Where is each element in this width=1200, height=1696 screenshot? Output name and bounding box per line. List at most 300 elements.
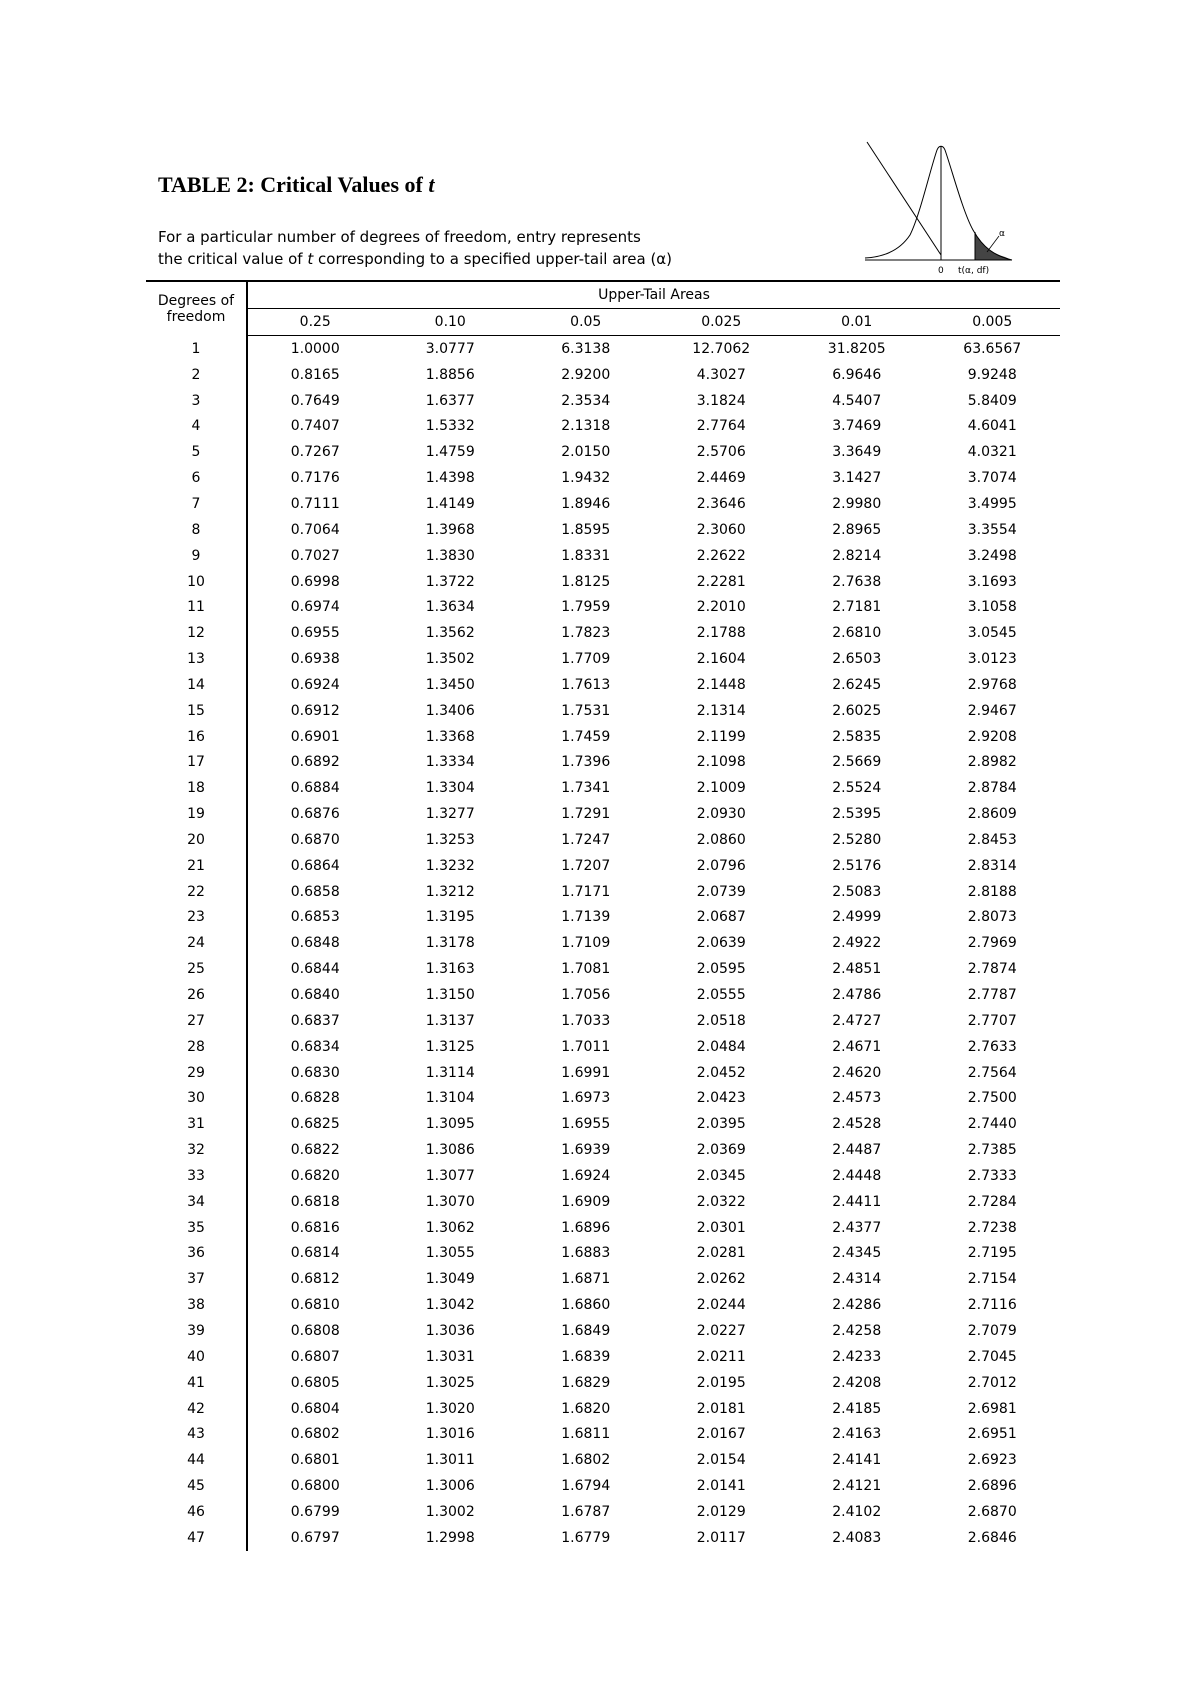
value-cell: 0.6892 bbox=[290, 754, 340, 771]
value-cell: 3.7074 bbox=[967, 470, 1017, 487]
value-cell: 2.7181 bbox=[832, 599, 882, 616]
value-cell: 1.3016 bbox=[425, 1426, 475, 1443]
critical-values-table bbox=[146, 280, 1060, 1551]
value-cell: 0.6828 bbox=[290, 1090, 340, 1107]
table-title bbox=[158, 172, 434, 198]
value-cell: 2.4620 bbox=[832, 1064, 882, 1081]
value-cell: 1.3304 bbox=[425, 780, 475, 797]
df-cell: 44 bbox=[146, 1447, 247, 1473]
value-cell: 4.0321 bbox=[967, 444, 1017, 461]
table-row bbox=[146, 1266, 1060, 1292]
value-cell: 0.6812 bbox=[290, 1271, 340, 1288]
table-row bbox=[146, 1008, 1060, 1034]
value-cell: 1.7459 bbox=[561, 728, 611, 745]
table-row bbox=[146, 905, 1060, 931]
df-cell: 27 bbox=[146, 1008, 247, 1034]
value-cell: 2.4185 bbox=[832, 1400, 882, 1417]
df-cell: 32 bbox=[146, 1137, 247, 1163]
value-cell: 1.3086 bbox=[425, 1142, 475, 1159]
value-cell: 2.1009 bbox=[696, 780, 746, 797]
value-cell: 3.0123 bbox=[967, 651, 1017, 668]
value-cell: 2.0484 bbox=[696, 1038, 746, 1055]
value-cell: 3.2498 bbox=[967, 547, 1017, 564]
value-cell: 3.3554 bbox=[967, 521, 1017, 538]
value-cell: 63.6567 bbox=[963, 340, 1022, 357]
df-cell: 4 bbox=[146, 414, 247, 440]
table-row bbox=[146, 491, 1060, 517]
value-cell: 1.7709 bbox=[561, 651, 611, 668]
value-cell: 2.6896 bbox=[967, 1478, 1017, 1495]
value-cell: 1.4759 bbox=[425, 444, 475, 461]
value-cell: 2.4999 bbox=[832, 909, 882, 926]
table-row bbox=[146, 750, 1060, 776]
value-cell: 6.3138 bbox=[561, 340, 611, 357]
value-cell: 1.8595 bbox=[561, 521, 611, 538]
table-row bbox=[146, 1215, 1060, 1241]
column-header-0.025: 0.025 bbox=[654, 309, 790, 336]
value-cell: 1.3368 bbox=[425, 728, 475, 745]
value-cell: 0.6830 bbox=[290, 1064, 340, 1081]
value-cell: 1.6794 bbox=[561, 1478, 611, 1495]
value-cell: 2.0154 bbox=[696, 1452, 746, 1469]
value-cell: 2.7154 bbox=[967, 1271, 1017, 1288]
table-row bbox=[146, 1499, 1060, 1525]
value-cell: 2.7045 bbox=[967, 1348, 1017, 1365]
value-cell: 2.9200 bbox=[561, 366, 611, 383]
value-cell: 1.7247 bbox=[561, 831, 611, 848]
value-cell: 1.3031 bbox=[425, 1348, 475, 1365]
value-cell: 0.6820 bbox=[290, 1167, 340, 1184]
value-cell: 0.7267 bbox=[290, 444, 340, 461]
value-cell: 2.4208 bbox=[832, 1374, 882, 1391]
value-cell: 2.0687 bbox=[696, 909, 746, 926]
column-header-0.01: 0.01 bbox=[789, 309, 925, 336]
value-cell: 2.3534 bbox=[561, 392, 611, 409]
table-row bbox=[146, 594, 1060, 620]
value-cell: 1.6924 bbox=[561, 1167, 611, 1184]
value-cell: 2.0860 bbox=[696, 831, 746, 848]
table-row bbox=[146, 775, 1060, 801]
value-cell: 2.4258 bbox=[832, 1322, 882, 1339]
value-cell: 0.6818 bbox=[290, 1193, 340, 1210]
value-cell: 2.5395 bbox=[832, 806, 882, 823]
table-row bbox=[146, 982, 1060, 1008]
value-cell: 1.9432 bbox=[561, 470, 611, 487]
value-cell: 2.4786 bbox=[832, 987, 882, 1004]
value-cell: 0.6864 bbox=[290, 857, 340, 874]
table-row bbox=[146, 620, 1060, 646]
df-cell: 35 bbox=[146, 1215, 247, 1241]
df-cell: 38 bbox=[146, 1292, 247, 1318]
value-cell: 2.4411 bbox=[832, 1193, 882, 1210]
value-cell: 2.8314 bbox=[967, 857, 1017, 874]
value-cell: 2.7787 bbox=[967, 987, 1017, 1004]
table-body bbox=[146, 336, 1060, 1551]
value-cell: 3.4995 bbox=[967, 495, 1017, 512]
table-row bbox=[146, 569, 1060, 595]
df-cell: 40 bbox=[146, 1344, 247, 1370]
value-cell: 0.6810 bbox=[290, 1297, 340, 1314]
df-cell: 13 bbox=[146, 646, 247, 672]
value-cell: 2.2622 bbox=[696, 547, 746, 564]
value-cell: 2.0150 bbox=[561, 444, 611, 461]
df-cell: 15 bbox=[146, 698, 247, 724]
value-cell: 0.6912 bbox=[290, 702, 340, 719]
value-cell: 2.6923 bbox=[967, 1452, 1017, 1469]
t-density-curve bbox=[865, 146, 1012, 260]
description-line-1: For a particular number of degrees of freedom, entry represents bbox=[158, 228, 641, 246]
value-cell: 0.6799 bbox=[290, 1503, 340, 1520]
value-cell: 1.6787 bbox=[561, 1503, 611, 1520]
value-cell: 2.2281 bbox=[696, 573, 746, 590]
value-cell: 1.6991 bbox=[561, 1064, 611, 1081]
value-cell: 1.7011 bbox=[561, 1038, 611, 1055]
value-cell: 1.3150 bbox=[425, 987, 475, 1004]
value-cell: 1.6377 bbox=[425, 392, 475, 409]
value-cell: 2.2010 bbox=[696, 599, 746, 616]
value-cell: 0.6840 bbox=[290, 987, 340, 1004]
value-cell: 2.9467 bbox=[967, 702, 1017, 719]
value-cell: 1.3011 bbox=[425, 1452, 475, 1469]
value-cell: 2.9208 bbox=[967, 728, 1017, 745]
df-cell: 41 bbox=[146, 1370, 247, 1396]
value-cell: 2.0395 bbox=[696, 1116, 746, 1133]
value-cell: 2.4922 bbox=[832, 935, 882, 952]
table-row bbox=[146, 1189, 1060, 1215]
value-cell: 2.6846 bbox=[967, 1529, 1017, 1546]
value-cell: 3.7469 bbox=[832, 418, 882, 435]
column-header-0.05: 0.05 bbox=[518, 309, 654, 336]
value-cell: 1.3212 bbox=[425, 883, 475, 900]
df-cell: 1 bbox=[146, 336, 247, 362]
value-cell: 1.3055 bbox=[425, 1245, 475, 1262]
value-cell: 1.4149 bbox=[425, 495, 475, 512]
value-cell: 2.4469 bbox=[696, 470, 746, 487]
value-cell: 0.6998 bbox=[290, 573, 340, 590]
table-row bbox=[146, 1060, 1060, 1086]
value-cell: 1.7139 bbox=[561, 909, 611, 926]
value-cell: 2.0129 bbox=[696, 1503, 746, 1520]
value-cell: 1.6802 bbox=[561, 1452, 611, 1469]
value-cell: 2.5280 bbox=[832, 831, 882, 848]
df-cell: 14 bbox=[146, 672, 247, 698]
value-cell: 2.0244 bbox=[696, 1297, 746, 1314]
df-cell: 7 bbox=[146, 491, 247, 517]
value-cell: 2.5835 bbox=[832, 728, 882, 745]
table-title-text: TABLE 2: Critical Values of bbox=[158, 172, 429, 197]
table-row bbox=[146, 698, 1060, 724]
df-cell: 30 bbox=[146, 1085, 247, 1111]
table-row bbox=[146, 672, 1060, 698]
df-cell: 21 bbox=[146, 853, 247, 879]
df-cell: 23 bbox=[146, 905, 247, 931]
df-cell: 5 bbox=[146, 439, 247, 465]
table-row bbox=[146, 956, 1060, 982]
value-cell: 1.3406 bbox=[425, 702, 475, 719]
value-cell: 1.7396 bbox=[561, 754, 611, 771]
value-cell: 2.7633 bbox=[967, 1038, 1017, 1055]
value-cell: 2.0452 bbox=[696, 1064, 746, 1081]
value-cell: 2.4314 bbox=[832, 1271, 882, 1288]
alpha-label: α bbox=[999, 229, 1005, 239]
value-cell: 1.3562 bbox=[425, 625, 475, 642]
value-cell: 2.5524 bbox=[832, 780, 882, 797]
table-row bbox=[146, 1396, 1060, 1422]
value-cell: 0.6853 bbox=[290, 909, 340, 926]
value-cell: 1.7613 bbox=[561, 676, 611, 693]
df-cell: 10 bbox=[146, 569, 247, 595]
value-cell: 2.0518 bbox=[696, 1012, 746, 1029]
value-cell: 2.0141 bbox=[696, 1478, 746, 1495]
df-cell: 9 bbox=[146, 543, 247, 569]
value-cell: 2.4377 bbox=[832, 1219, 882, 1236]
value-cell: 1.3020 bbox=[425, 1400, 475, 1417]
df-cell: 36 bbox=[146, 1241, 247, 1267]
df-cell: 31 bbox=[146, 1111, 247, 1137]
value-cell: 1.6909 bbox=[561, 1193, 611, 1210]
value-cell: 0.6805 bbox=[290, 1374, 340, 1391]
value-cell: 0.6901 bbox=[290, 728, 340, 745]
value-cell: 2.7638 bbox=[832, 573, 882, 590]
table-row bbox=[146, 362, 1060, 388]
value-cell: 1.2998 bbox=[425, 1529, 475, 1546]
value-cell: 9.9248 bbox=[967, 366, 1017, 383]
value-cell: 5.8409 bbox=[967, 392, 1017, 409]
value-cell: 1.3104 bbox=[425, 1090, 475, 1107]
value-cell: 2.7012 bbox=[967, 1374, 1017, 1391]
value-cell: 3.1427 bbox=[832, 470, 882, 487]
value-cell: 2.7238 bbox=[967, 1219, 1017, 1236]
value-cell: 1.6811 bbox=[561, 1426, 611, 1443]
df-cell: 42 bbox=[146, 1396, 247, 1422]
value-cell: 1.3049 bbox=[425, 1271, 475, 1288]
value-cell: 0.6797 bbox=[290, 1529, 340, 1546]
table-row bbox=[146, 517, 1060, 543]
value-cell: 2.8609 bbox=[967, 806, 1017, 823]
df-cell: 12 bbox=[146, 620, 247, 646]
zero-label: 0 bbox=[938, 266, 944, 276]
value-cell: 1.7823 bbox=[561, 625, 611, 642]
value-cell: 2.9768 bbox=[967, 676, 1017, 693]
value-cell: 1.3277 bbox=[425, 806, 475, 823]
value-cell: 2.1199 bbox=[696, 728, 746, 745]
value-cell: 0.6955 bbox=[290, 625, 340, 642]
value-cell: 0.6807 bbox=[290, 1348, 340, 1365]
table-description bbox=[158, 226, 672, 270]
value-cell: 1.3163 bbox=[425, 961, 475, 978]
value-cell: 0.6804 bbox=[290, 1400, 340, 1417]
value-cell: 1.3006 bbox=[425, 1478, 475, 1495]
table-row bbox=[146, 879, 1060, 905]
value-cell: 2.0369 bbox=[696, 1142, 746, 1159]
value-cell: 2.1098 bbox=[696, 754, 746, 771]
value-cell: 2.0167 bbox=[696, 1426, 746, 1443]
value-cell: 2.0211 bbox=[696, 1348, 746, 1365]
table-row bbox=[146, 414, 1060, 440]
df-cell: 24 bbox=[146, 930, 247, 956]
value-cell: 2.0739 bbox=[696, 883, 746, 900]
value-cell: 1.3634 bbox=[425, 599, 475, 616]
value-cell: 3.1824 bbox=[696, 392, 746, 409]
value-cell: 2.7707 bbox=[967, 1012, 1017, 1029]
value-cell: 2.1318 bbox=[561, 418, 611, 435]
value-cell: 0.6800 bbox=[290, 1478, 340, 1495]
value-cell: 1.3450 bbox=[425, 676, 475, 693]
value-cell: 2.0423 bbox=[696, 1090, 746, 1107]
description-variable: t bbox=[307, 250, 314, 268]
df-cell: 43 bbox=[146, 1421, 247, 1447]
value-cell: 2.7195 bbox=[967, 1245, 1017, 1262]
value-cell: 1.7081 bbox=[561, 961, 611, 978]
value-cell: 1.3062 bbox=[425, 1219, 475, 1236]
table-row bbox=[146, 930, 1060, 956]
value-cell: 2.4233 bbox=[832, 1348, 882, 1365]
value-cell: 1.6939 bbox=[561, 1142, 611, 1159]
value-cell: 2.0322 bbox=[696, 1193, 746, 1210]
df-cell: 33 bbox=[146, 1163, 247, 1189]
value-cell: 2.4083 bbox=[832, 1529, 882, 1546]
df-cell: 22 bbox=[146, 879, 247, 905]
value-cell: 1.3232 bbox=[425, 857, 475, 874]
value-cell: 1.3070 bbox=[425, 1193, 475, 1210]
value-cell: 2.1788 bbox=[696, 625, 746, 642]
value-cell: 0.7649 bbox=[290, 392, 340, 409]
value-cell: 2.3060 bbox=[696, 521, 746, 538]
value-cell: 2.6025 bbox=[832, 702, 882, 719]
value-cell: 2.5083 bbox=[832, 883, 882, 900]
value-cell: 0.7407 bbox=[290, 418, 340, 435]
column-header-0.005: 0.005 bbox=[925, 309, 1061, 336]
value-cell: 0.6834 bbox=[290, 1038, 340, 1055]
value-cell: 2.8982 bbox=[967, 754, 1017, 771]
value-cell: 2.0281 bbox=[696, 1245, 746, 1262]
table-row bbox=[146, 1163, 1060, 1189]
value-cell: 0.6848 bbox=[290, 935, 340, 952]
value-cell: 1.6860 bbox=[561, 1297, 611, 1314]
table-row bbox=[146, 801, 1060, 827]
value-cell: 2.1604 bbox=[696, 651, 746, 668]
value-cell: 2.8965 bbox=[832, 521, 882, 538]
value-cell: 1.3178 bbox=[425, 935, 475, 952]
column-header-0.10: 0.10 bbox=[383, 309, 519, 336]
table-row bbox=[146, 1525, 1060, 1551]
description-line-2-end: corresponding to a specified upper-tail area (α) bbox=[313, 250, 673, 268]
value-cell: 6.9646 bbox=[832, 366, 882, 383]
value-cell: 2.0117 bbox=[696, 1529, 746, 1546]
value-cell: 0.6808 bbox=[290, 1322, 340, 1339]
upper-tail-shaded-area bbox=[975, 232, 1012, 260]
df-cell: 29 bbox=[146, 1060, 247, 1086]
df-cell: 45 bbox=[146, 1473, 247, 1499]
value-cell: 2.0181 bbox=[696, 1400, 746, 1417]
value-cell: 1.7959 bbox=[561, 599, 611, 616]
value-cell: 2.4345 bbox=[832, 1245, 882, 1262]
value-cell: 2.0930 bbox=[696, 806, 746, 823]
value-cell: 2.8188 bbox=[967, 883, 1017, 900]
table-row bbox=[146, 1447, 1060, 1473]
value-cell: 3.0545 bbox=[967, 625, 1017, 642]
table-row bbox=[146, 388, 1060, 414]
table-row bbox=[146, 827, 1060, 853]
table-row bbox=[146, 465, 1060, 491]
value-cell: 0.6802 bbox=[290, 1426, 340, 1443]
value-cell: 2.4286 bbox=[832, 1297, 882, 1314]
value-cell: 2.6870 bbox=[967, 1503, 1017, 1520]
value-cell: 1.3253 bbox=[425, 831, 475, 848]
column-header-0.25: 0.25 bbox=[247, 309, 383, 336]
value-cell: 1.6883 bbox=[561, 1245, 611, 1262]
description-line-2-start: the critical value of bbox=[158, 250, 308, 268]
df-cell: 46 bbox=[146, 1499, 247, 1525]
value-cell: 2.7079 bbox=[967, 1322, 1017, 1339]
value-cell: 2.7564 bbox=[967, 1064, 1017, 1081]
table-row bbox=[146, 439, 1060, 465]
value-cell: 2.6503 bbox=[832, 651, 882, 668]
value-cell: 1.0000 bbox=[290, 340, 340, 357]
value-cell: 1.6871 bbox=[561, 1271, 611, 1288]
value-cell: 4.6041 bbox=[967, 418, 1017, 435]
df-cell: 2 bbox=[146, 362, 247, 388]
value-cell: 0.8165 bbox=[290, 366, 340, 383]
value-cell: 2.4102 bbox=[832, 1503, 882, 1520]
value-cell: 2.4448 bbox=[832, 1167, 882, 1184]
value-cell: 2.8784 bbox=[967, 780, 1017, 797]
value-cell: 0.6870 bbox=[290, 831, 340, 848]
value-cell: 1.8125 bbox=[561, 573, 611, 590]
value-cell: 0.6884 bbox=[290, 780, 340, 797]
value-cell: 2.0301 bbox=[696, 1219, 746, 1236]
value-cell: 3.1693 bbox=[967, 573, 1017, 590]
value-cell: 2.1314 bbox=[696, 702, 746, 719]
value-cell: 0.6974 bbox=[290, 599, 340, 616]
value-cell: 2.3646 bbox=[696, 495, 746, 512]
df-header-line-2: freedom bbox=[166, 308, 226, 325]
value-cell: 1.7171 bbox=[561, 883, 611, 900]
t-distribution-figure bbox=[855, 140, 1015, 280]
df-cell: 11 bbox=[146, 594, 247, 620]
value-cell: 1.6849 bbox=[561, 1322, 611, 1339]
value-cell: 0.7064 bbox=[290, 521, 340, 538]
value-cell: 1.3968 bbox=[425, 521, 475, 538]
table-row bbox=[146, 1111, 1060, 1137]
value-cell: 0.6837 bbox=[290, 1012, 340, 1029]
df-cell: 3 bbox=[146, 388, 247, 414]
value-cell: 2.4851 bbox=[832, 961, 882, 978]
table-row bbox=[146, 1241, 1060, 1267]
value-cell: 2.0639 bbox=[696, 935, 746, 952]
value-cell: 2.1448 bbox=[696, 676, 746, 693]
table-title-variable: t bbox=[428, 172, 435, 197]
value-cell: 1.7033 bbox=[561, 1012, 611, 1029]
value-cell: 1.6955 bbox=[561, 1116, 611, 1133]
table-row bbox=[146, 1137, 1060, 1163]
value-cell: 0.6938 bbox=[290, 651, 340, 668]
value-cell: 1.7531 bbox=[561, 702, 611, 719]
value-cell: 1.3036 bbox=[425, 1322, 475, 1339]
header-row-1 bbox=[146, 281, 1060, 309]
value-cell: 3.1058 bbox=[967, 599, 1017, 616]
df-cell: 28 bbox=[146, 1034, 247, 1060]
table-row bbox=[146, 1370, 1060, 1396]
table-row bbox=[146, 1034, 1060, 1060]
value-cell: 1.6973 bbox=[561, 1090, 611, 1107]
table-row bbox=[146, 1318, 1060, 1344]
alpha-pointer-line bbox=[987, 236, 999, 252]
df-cell: 8 bbox=[146, 517, 247, 543]
value-cell: 2.0345 bbox=[696, 1167, 746, 1184]
value-cell: 2.6245 bbox=[832, 676, 882, 693]
value-cell: 2.9980 bbox=[832, 495, 882, 512]
